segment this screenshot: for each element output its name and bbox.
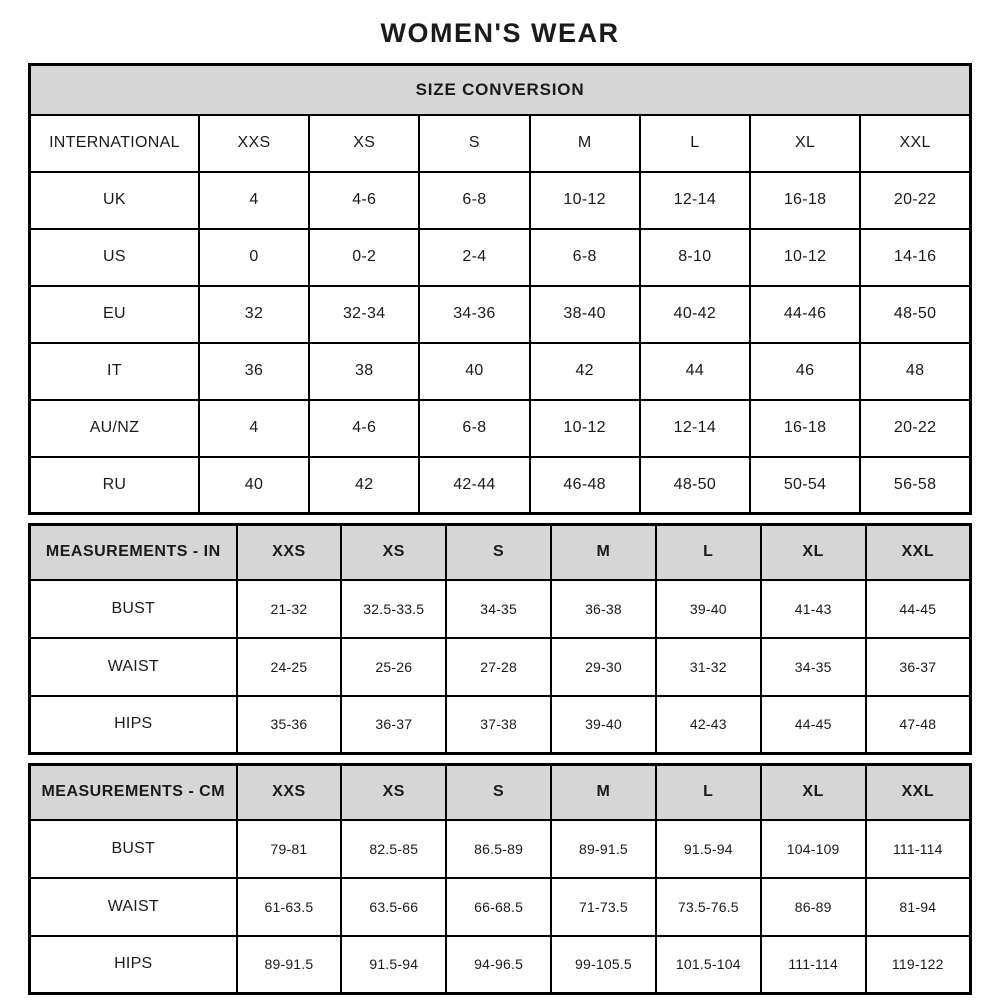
- value-cell: 111-114: [866, 820, 971, 878]
- table-row: [30, 229, 971, 286]
- table-row: [30, 457, 971, 514]
- row-label: US: [30, 229, 199, 286]
- table-row: [30, 286, 971, 343]
- header-label-cell: INTERNATIONAL: [30, 115, 199, 172]
- header-size-cell: M: [551, 525, 656, 580]
- value-cell: 42: [530, 343, 640, 400]
- value-cell: 39-40: [551, 696, 656, 754]
- value-cell: 24-25: [237, 638, 342, 696]
- value-cell: 40: [419, 343, 529, 400]
- header-row: [30, 525, 971, 580]
- value-cell: 20-22: [860, 172, 970, 229]
- value-cell: 37-38: [446, 696, 551, 754]
- header-label-cell: MEASUREMENTS - IN: [30, 525, 237, 580]
- value-cell: 0-2: [309, 229, 419, 286]
- value-cell: 0: [199, 229, 309, 286]
- value-cell: 4-6: [309, 172, 419, 229]
- header-size-cell: XXL: [866, 525, 971, 580]
- value-cell: 35-36: [237, 696, 342, 754]
- value-cell: 6-8: [419, 400, 529, 457]
- value-cell: 36-37: [866, 638, 971, 696]
- value-cell: 48-50: [860, 286, 970, 343]
- header-size-cell: S: [419, 115, 529, 172]
- value-cell: 50-54: [750, 457, 860, 514]
- value-cell: 4: [199, 172, 309, 229]
- table-title: SIZE CONVERSION: [30, 65, 971, 115]
- table-row: [30, 172, 971, 229]
- value-cell: 47-48: [866, 696, 971, 754]
- header-size-cell: XXS: [237, 525, 342, 580]
- value-cell: 36-37: [341, 696, 446, 754]
- value-cell: 42: [309, 457, 419, 514]
- value-cell: 10-12: [530, 172, 640, 229]
- header-size-cell: XS: [309, 115, 419, 172]
- value-cell: 44-45: [761, 696, 866, 754]
- value-cell: 29-30: [551, 638, 656, 696]
- value-cell: 91.5-94: [341, 936, 446, 994]
- value-cell: 40: [199, 457, 309, 514]
- value-cell: 10-12: [530, 400, 640, 457]
- table-row: [30, 400, 971, 457]
- value-cell: 46: [750, 343, 860, 400]
- header-size-cell: L: [656, 525, 761, 580]
- value-cell: 73.5-76.5: [656, 878, 761, 936]
- value-cell: 71-73.5: [551, 878, 656, 936]
- value-cell: 42-43: [656, 696, 761, 754]
- row-label: BUST: [30, 820, 237, 878]
- table-row: [30, 638, 971, 696]
- value-cell: 39-40: [656, 580, 761, 638]
- value-cell: 25-26: [341, 638, 446, 696]
- value-cell: 46-48: [530, 457, 640, 514]
- value-cell: 66-68.5: [446, 878, 551, 936]
- value-cell: 21-32: [237, 580, 342, 638]
- value-cell: 81-94: [866, 878, 971, 936]
- value-cell: 56-58: [860, 457, 970, 514]
- header-size-cell: XXL: [866, 765, 971, 820]
- value-cell: 91.5-94: [656, 820, 761, 878]
- value-cell: 111-114: [761, 936, 866, 994]
- header-size-cell: L: [656, 765, 761, 820]
- value-cell: 86.5-89: [446, 820, 551, 878]
- row-label: RU: [30, 457, 199, 514]
- value-cell: 79-81: [237, 820, 342, 878]
- table-row: [30, 878, 971, 936]
- table-row: [30, 820, 971, 878]
- value-cell: 27-28: [446, 638, 551, 696]
- value-cell: 16-18: [750, 172, 860, 229]
- value-cell: 12-14: [640, 400, 750, 457]
- value-cell: 32.5-33.5: [341, 580, 446, 638]
- header-size-cell: XL: [761, 525, 866, 580]
- value-cell: 34-35: [446, 580, 551, 638]
- value-cell: 89-91.5: [237, 936, 342, 994]
- value-cell: 82.5-85: [341, 820, 446, 878]
- header-size-cell: XS: [341, 765, 446, 820]
- value-cell: 42-44: [419, 457, 529, 514]
- value-cell: 99-105.5: [551, 936, 656, 994]
- value-cell: 44-46: [750, 286, 860, 343]
- row-label: EU: [30, 286, 199, 343]
- value-cell: 10-12: [750, 229, 860, 286]
- table-row: [30, 696, 971, 754]
- row-label: UK: [30, 172, 199, 229]
- value-cell: 14-16: [860, 229, 970, 286]
- value-cell: 34-35: [761, 638, 866, 696]
- value-cell: 89-91.5: [551, 820, 656, 878]
- value-cell: 40-42: [640, 286, 750, 343]
- row-label: HIPS: [30, 936, 237, 994]
- value-cell: 31-32: [656, 638, 761, 696]
- value-cell: 61-63.5: [237, 878, 342, 936]
- value-cell: 41-43: [761, 580, 866, 638]
- value-cell: 4: [199, 400, 309, 457]
- value-cell: 44-45: [866, 580, 971, 638]
- value-cell: 12-14: [640, 172, 750, 229]
- measurements-cm-table: [28, 763, 972, 995]
- measurements-in-table: [28, 523, 972, 755]
- value-cell: 16-18: [750, 400, 860, 457]
- table-row: [30, 343, 971, 400]
- value-cell: 34-36: [419, 286, 529, 343]
- value-cell: 6-8: [530, 229, 640, 286]
- value-cell: 2-4: [419, 229, 529, 286]
- value-cell: 48-50: [640, 457, 750, 514]
- header-size-cell: M: [551, 765, 656, 820]
- value-cell: 32: [199, 286, 309, 343]
- value-cell: 38-40: [530, 286, 640, 343]
- value-cell: 48: [860, 343, 970, 400]
- value-cell: 36: [199, 343, 309, 400]
- value-cell: 8-10: [640, 229, 750, 286]
- value-cell: 44: [640, 343, 750, 400]
- header-row: [30, 765, 971, 820]
- header-size-cell: S: [446, 765, 551, 820]
- row-label: WAIST: [30, 638, 237, 696]
- value-cell: 94-96.5: [446, 936, 551, 994]
- header-row: [30, 115, 971, 172]
- value-cell: 86-89: [761, 878, 866, 936]
- table-row: [30, 936, 971, 994]
- header-size-cell: S: [446, 525, 551, 580]
- header-size-cell: XXS: [237, 765, 342, 820]
- size-conversion-table: [28, 63, 972, 515]
- value-cell: 20-22: [860, 400, 970, 457]
- table-title-row: [30, 65, 971, 115]
- value-cell: 101.5-104: [656, 936, 761, 994]
- header-size-cell: XL: [761, 765, 866, 820]
- row-label: HIPS: [30, 696, 237, 754]
- value-cell: 36-38: [551, 580, 656, 638]
- table-row: [30, 580, 971, 638]
- value-cell: 104-109: [761, 820, 866, 878]
- row-label: WAIST: [30, 878, 237, 936]
- value-cell: 6-8: [419, 172, 529, 229]
- header-size-cell: XS: [341, 525, 446, 580]
- header-size-cell: XXS: [199, 115, 309, 172]
- value-cell: 63.5-66: [341, 878, 446, 936]
- page-title: WOMEN'S WEAR: [380, 18, 620, 48]
- row-label: IT: [30, 343, 199, 400]
- value-cell: 38: [309, 343, 419, 400]
- value-cell: 4-6: [309, 400, 419, 457]
- header-size-cell: XL: [750, 115, 860, 172]
- value-cell: 119-122: [866, 936, 971, 994]
- value-cell: 32-34: [309, 286, 419, 343]
- row-label: BUST: [30, 580, 237, 638]
- header-size-cell: XXL: [860, 115, 970, 172]
- header-size-cell: M: [530, 115, 640, 172]
- header-size-cell: L: [640, 115, 750, 172]
- header-label-cell: MEASUREMENTS - CM: [30, 765, 237, 820]
- row-label: AU/NZ: [30, 400, 199, 457]
